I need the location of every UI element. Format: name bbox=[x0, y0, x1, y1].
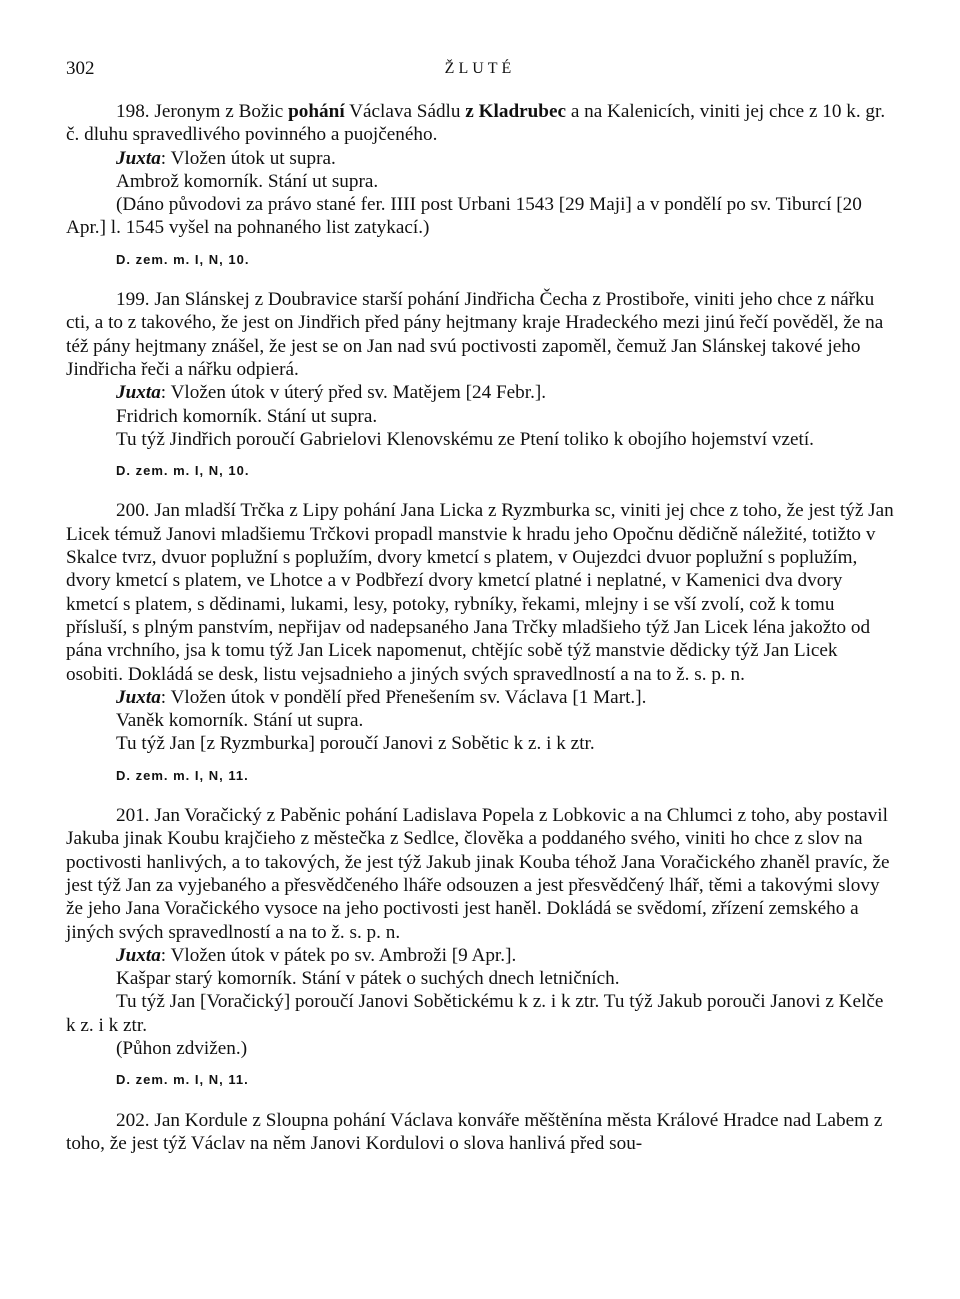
juxta-label: Juxta bbox=[116, 686, 161, 708]
extra-paragraph: Tu týž Jan [Voračický] poroučí Janovi Sobětickému k z. i k ztr. Tu týž Jakub porouči Janovi z Kelče k z. i k ztr. bbox=[66, 991, 884, 1036]
entry-number: 201. bbox=[116, 805, 150, 827]
komornik-line: Kašpar starý komorník. Stání v pátek o suchých dnech letničních. bbox=[116, 968, 620, 990]
entry-200 bbox=[66, 499, 896, 787]
entry-text: Jan Kordule z Sloupna pohání Václava konváře měštěnína města Králové Hradce nad Labem z toho, že jest týž Václav na něm Janovi Kordulovi o slova hanlivá před sou- bbox=[66, 1109, 883, 1154]
entry-paragraph bbox=[66, 804, 896, 944]
entry-number: 199. bbox=[116, 289, 150, 311]
juxta-label: Juxta bbox=[116, 944, 161, 966]
entry-text: Václava Sádlu bbox=[349, 101, 461, 122]
juxta-text: : Vložen útok v pondělí před Přenešením sv. Václava [1 Mart.]. bbox=[160, 686, 647, 708]
juxta-text: : Vložen útok v pátek po sv. Ambroži [9 Apr.]. bbox=[160, 944, 517, 966]
juxta-text: : Vložen útok v úterý před sv. Matějem [24 Febr.]. bbox=[160, 382, 547, 404]
entry-198 bbox=[66, 100, 896, 271]
entry-text: Jan Slánskej z Doubravice starší pohání Jindřicha Čecha z Prostiboře, viniti jeho chce z nářku cti, a to z takového, že jest on Jindřich před pány hejtmany kraje Hradeckého mezi jinú řečí pověděl, že na též pány hejtmany znášel, že jest se on Jan nad svú poctivosti zapoměl, čemuž Jan Slánskej takové jeho Jindřicha řeči a nářku odpierá. bbox=[66, 289, 884, 380]
juxta-label: Juxta bbox=[116, 382, 161, 404]
extra-line: Tu týž Jindřich poroučí Gabrielovi Klenovskému ze Ptení toliko k obojího hojemství vzetí. bbox=[116, 428, 814, 450]
entry-number: 198. bbox=[116, 101, 150, 122]
entry-paragraph bbox=[66, 499, 896, 685]
entry-text-bold: pohání bbox=[288, 101, 345, 122]
note-paragraph: (Dáno původovi za právo stané fer. IIII post Urbani 1543 [29 Maji] a v pondělí po sv. Tiburcí [20 Apr.] l. 1545 vyšel na pohnaného list zatykací.) bbox=[66, 194, 862, 239]
juxta-line bbox=[66, 381, 896, 404]
note-line: (Půhon zdvižen.) bbox=[116, 1037, 248, 1059]
komornik-line: Ambrož komorník. Stání ut supra. bbox=[116, 170, 379, 192]
page-number: 302 bbox=[66, 58, 95, 79]
running-head: ŽLUTÉ bbox=[444, 60, 516, 77]
komornik-line: Vaněk komorník. Stání ut supra. bbox=[116, 710, 364, 732]
entry-paragraph bbox=[66, 1109, 896, 1156]
entry-text-bold: z Kladrubec bbox=[465, 101, 567, 122]
entry-text: Jan mladší Trčka z Lipy pohání Jana Licka z Ryzmburka sc, viniti jej chce z toho, že jest týž Jan Licek témuž Janovi mladšiemu Trčkovi propadl manstvie k hradu jeho Opočnu dědičně náležité, totižto v Skalce tvrz, dvuor poplužní s poplužím, dvory kmetcí s platem, v Oujezdci dvuor poplužní s poplužím, dvory kmetcí s platem, ve Lhotce a v Podbřezí dvory kmetcí platné i neplatné, v Kamenici dva dvory kmetcí s platem, s dědinami, lukami, lesy, potoky, rybníky, řekami, mlejny i se vší zvolí, což k tomu přísluší, s plným panstvím, nepřijav od nadepsaného Jana Trčky mladšieho týž Jan Licek léna jakožto od pána vrchního, jsa k tomu týž Jan Licek napomenut, chtějíc sobě týž manstvie dědicky týž Jan Licek osobiti. Dokládá se desk, listu vejsadnieho a jiných svých spravedlností a na to ž. s. p. n. bbox=[66, 500, 894, 685]
entry-text: Jeronym z Božic bbox=[154, 101, 284, 122]
entry-text: Jan Voračický z Paběnic pohání Ladislava Popela z Lobkovic a na Chlumci z toho, aby postavil Jakuba jinak Koubu krajčieho z městečka z Sedlce, člověka a poddaného svého, viniti ho chce z slov na poctivosti hanlivých, a to takových, že jest týž Jakub jinak Kouba téhož Jana Voračického zhaněl pravíc, že jest týž Jan za vyjebaného a přesvědčeného lháře odsouzen a jest přesvědčený lhář, těmi a takovými slovy že jeho Jana Voračického vysoce na jeho poctivosti jest haněl. Dokládá se svědomí, zřízení zemského a jiných svých spravedlností a na to ž. s. p. n. bbox=[66, 805, 890, 943]
juxta-label: Juxta bbox=[116, 147, 161, 169]
juxta-text: : Vložen útok ut supra. bbox=[160, 147, 336, 169]
entry-number: 200. bbox=[116, 500, 150, 522]
source-citation: D. zem. m. I, N, 10. bbox=[116, 463, 250, 479]
juxta-line bbox=[66, 686, 896, 709]
entry-paragraph bbox=[66, 288, 896, 381]
entry-199 bbox=[66, 288, 896, 482]
page-header bbox=[66, 58, 894, 86]
komornik-line: Fridrich komorník. Stání ut supra. bbox=[116, 405, 378, 427]
entry-201 bbox=[66, 804, 896, 1092]
page-content bbox=[66, 100, 896, 1172]
extra-line: Tu týž Jan [z Ryzmburka] poroučí Janovi z Sobětic k z. i k ztr. bbox=[116, 733, 595, 755]
source-citation: D. zem. m. I, N, 11. bbox=[116, 1072, 249, 1088]
juxta-line bbox=[66, 944, 896, 967]
entry-text: a na Kalenicích, viniti jej chce z 10 k. gr. č. dluhu spravedlivého povinného a puojčeného. bbox=[66, 101, 886, 146]
entry-202 bbox=[66, 1109, 896, 1156]
entry-paragraph bbox=[66, 100, 896, 147]
entry-number: 202. bbox=[116, 1109, 150, 1131]
juxta-line bbox=[66, 147, 896, 170]
source-citation: D. zem. m. I, N, 11. bbox=[116, 767, 249, 783]
source-citation: D. zem. m. I, N, 10. bbox=[116, 251, 250, 267]
